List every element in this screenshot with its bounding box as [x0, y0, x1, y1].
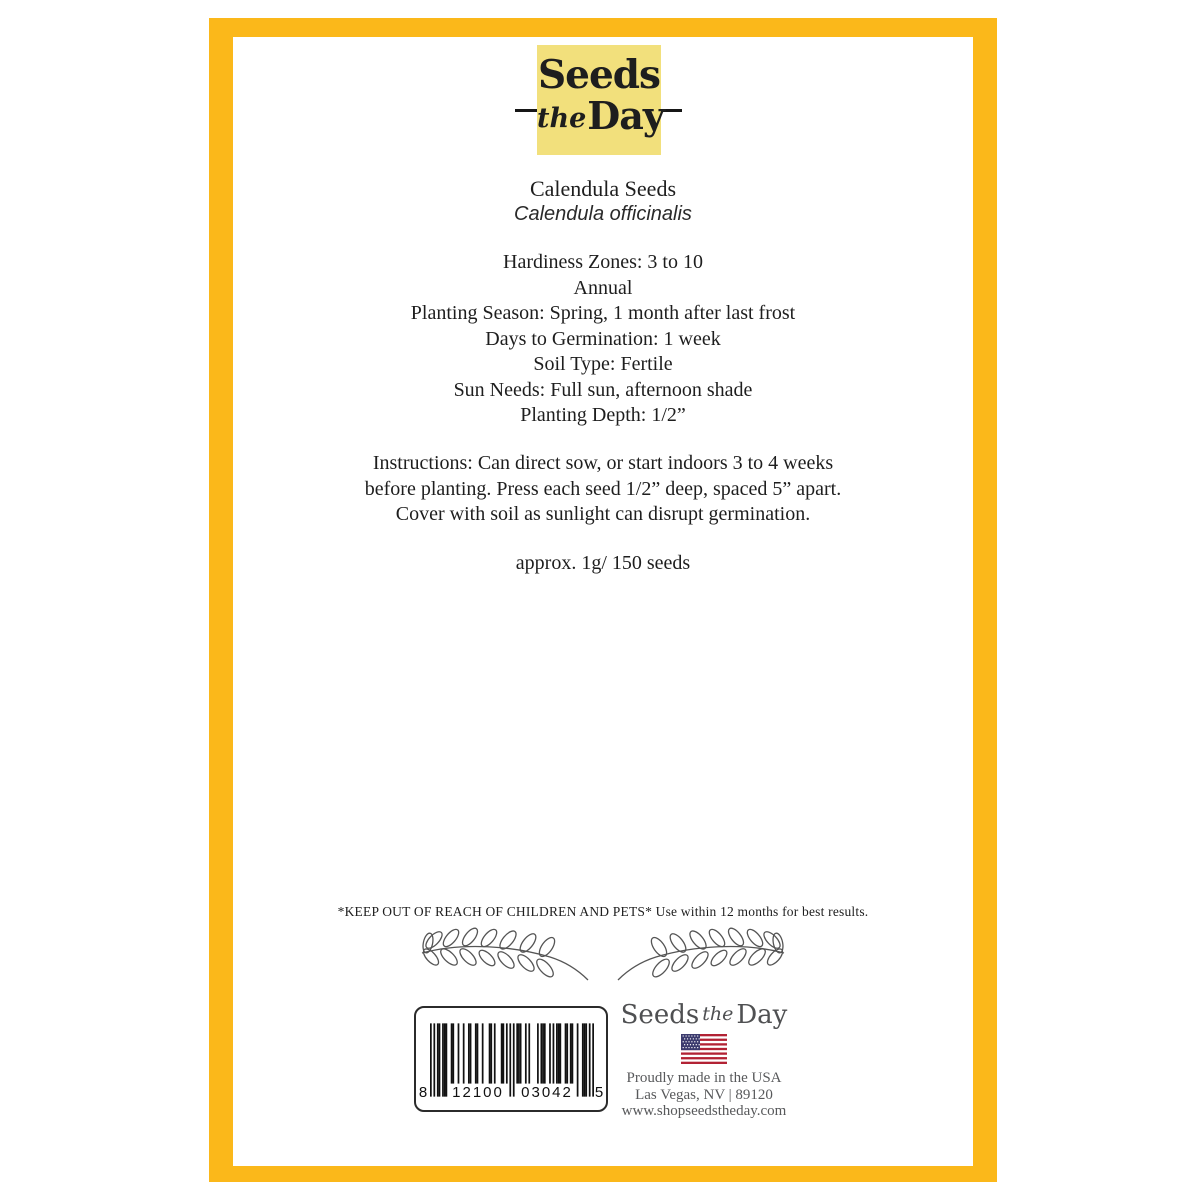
barcode-digits-left: 12100: [452, 1084, 504, 1101]
made-in-text: Proudly made in the USA: [626, 1070, 782, 1086]
barcode-digit-first: 8: [418, 1084, 428, 1101]
seed-quantity: approx. 1g/ 150 seeds: [515, 552, 691, 574]
leaf-branch-right-icon: [616, 927, 788, 985]
page-title: Calendula Seeds: [529, 176, 677, 201]
instructions-line: before planting. Press each seed 1/2” deep, spaced 5” apart.: [364, 477, 842, 500]
barcode: [414, 1006, 608, 1112]
brand-logo-seeds: Seeds: [537, 52, 661, 98]
barcode-digits-right: 03042: [521, 1084, 573, 1101]
packet-content: [233, 37, 973, 1166]
detail-planting-depth: Planting Depth: 1/2”: [520, 404, 686, 426]
instructions-paragraph: [233, 451, 973, 528]
instructions-line: Cover with soil as sunlight can disrupt germination.: [395, 503, 811, 525]
detail-days-to-germination: Days to Germination: 1 week: [485, 327, 721, 350]
laurel-divider: [233, 927, 973, 985]
seed-packet-back: [209, 18, 997, 1182]
growing-details: [233, 250, 973, 429]
brand-logo-day: Day: [587, 93, 664, 138]
website-text: www.shopseedstheday.com: [621, 1103, 787, 1119]
detail-planting-season: Planting Season: Spring, 1 month after last frost: [410, 302, 796, 324]
leaf-branch-left-icon: [418, 927, 590, 985]
instructions-line: Instructions: Can direct sow, or start indoors 3 to 4 weeks: [372, 452, 834, 474]
detail-soil-type: Soil Type: Fertile: [533, 353, 673, 375]
barcode-digit-last: 5: [594, 1084, 604, 1101]
detail-hardiness-zones: Hardiness Zones: 3 to 10: [503, 251, 703, 273]
footer-logo-seeds: Seeds: [620, 1000, 700, 1030]
footer-logo-the: the: [702, 1003, 734, 1025]
brand-logo-row2: [537, 93, 664, 138]
location-text: Las Vegas, NV | 89120: [635, 1086, 773, 1103]
brand-logo-the: the: [537, 103, 587, 134]
botanical-name: Calendula officinalis: [514, 203, 692, 225]
footer-brand-logo: [614, 1000, 794, 1030]
us-flag-icon: [681, 1034, 727, 1064]
detail-sun-needs: Sun Needs: Full sun, afternoon shade: [453, 378, 753, 401]
warning-text: *KEEP OUT OF REACH OF CHILDREN AND PETS* Use within 12 months for best results.: [337, 904, 869, 919]
footer-logo-day: Day: [736, 1000, 788, 1030]
footer-brand-block: [614, 1000, 794, 1120]
brand-logo: [537, 45, 664, 155]
detail-lifecycle: Annual: [573, 276, 633, 299]
